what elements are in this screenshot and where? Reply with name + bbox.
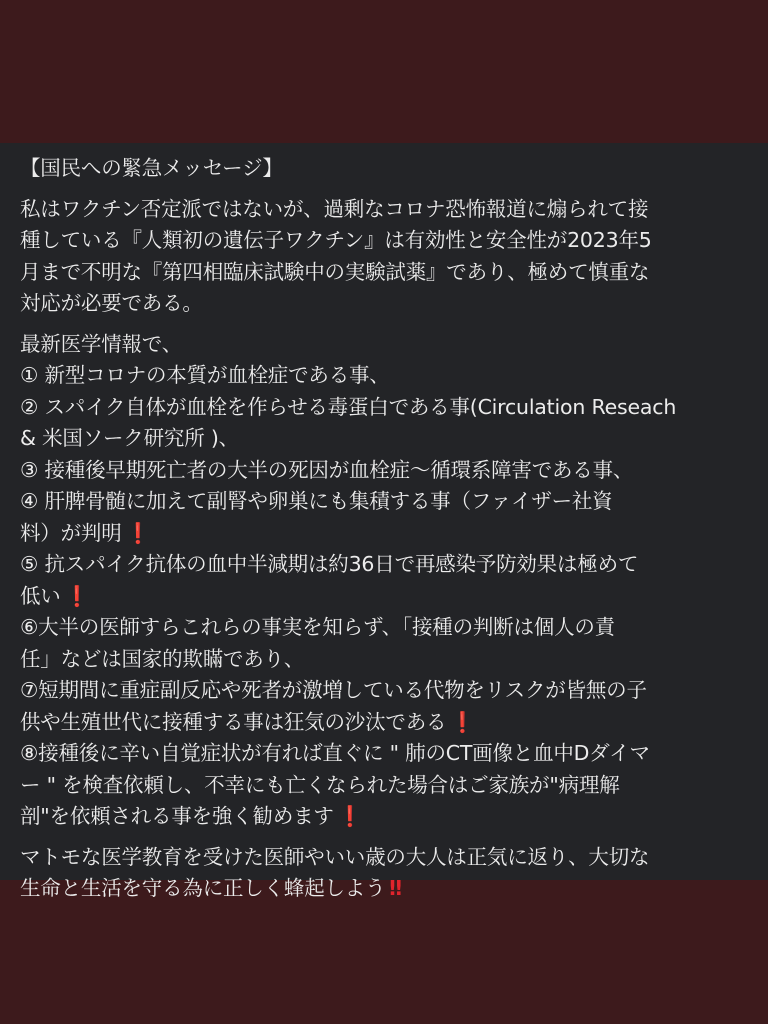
list-item-line-with-mark (20, 707, 754, 739)
closing-paragraph (20, 842, 754, 905)
list-item-line: ⑥大半の医師すらこれらの事実を知らず、「接種の判断は個人の責 (20, 615, 615, 639)
exclamation-icon: ❗ (337, 804, 363, 828)
list-item-text: 低い (20, 583, 61, 608)
list-item-line: ー " を検査依頼し、不幸にも亡くなられた場合はご家族が"病理解 (20, 772, 620, 797)
list-item-text: 剖"を依頼される事を強く勧めます (20, 804, 334, 828)
list-item-line: ④ 肝脾骨髄に加えて副腎や卵巣にも集積する事（ファイザー社資 (20, 489, 613, 513)
list-item-line: & 米国ソーク研究所 )、 (20, 426, 239, 450)
list-item-line: ⑦短期間に重症副反応や死者が激増している代物をリスクが皆無の子 (20, 678, 647, 702)
findings-list (20, 329, 754, 833)
heading-text: 【国民への緊急メッセージ】 (20, 156, 283, 180)
list-item-text: 供や生殖世代に接種する事は狂気の沙汰である (20, 709, 447, 734)
list-item-text: 料）が判明 (20, 520, 122, 545)
message-panel (0, 143, 768, 900)
intro-line: 月まで不明な『第四相臨床試験中の実験試薬』であり、極めて慎重な (20, 259, 650, 284)
double-exclamation-icon: ‼ (389, 876, 400, 900)
list-item-line: ⑤ 抗スパイク抗体の血中半減期は約36日で再感染予防効果は極めて (20, 552, 639, 576)
list-item-line: ③ 接種後早期死亡者の大半の死因が血栓症～循環系障害である事、 (20, 457, 634, 482)
closing-line-with-mark (20, 873, 754, 905)
list-item-line: ① 新型コロナの本質が血栓症である事、 (20, 363, 390, 387)
list-intro: 最新医学情報で、 (20, 331, 182, 356)
exclamation-icon: ❗ (64, 583, 90, 608)
list-item-line-with-mark (20, 518, 754, 550)
exclamation-icon: ❗ (125, 520, 151, 545)
closing-text: 生命と生活を守る為に正しく蜂起しよう (20, 876, 386, 900)
list-item-line: ⑧接種後に辛い自覚症状が有れば直ぐに " 肺のCT画像と血中Dダイマ (20, 741, 650, 765)
intro-line: 私はワクチン否定派ではないが、過剰なコロナ恐怖報道に煽られて接 (20, 196, 649, 221)
exclamation-icon: ❗ (450, 709, 476, 734)
list-item-line: 任」などは国家的欺瞞であり、 (20, 646, 305, 671)
intro-paragraph (20, 194, 754, 320)
list-item-line: ② スパイク自体が血栓を作らせる毒蛋白である事(Circulation Reseach (20, 394, 677, 419)
list-item-line-with-mark (20, 801, 754, 833)
intro-line: 種している『人類初の遺伝子ワクチン』は有効性と安全性が2023年5 (20, 228, 652, 252)
closing-line: マトモな医学教育を受けた医師やいい歳の大人は正気に返り、大切な (20, 844, 650, 869)
intro-line: 対応が必要である。 (20, 291, 203, 315)
list-item-line-with-mark (20, 581, 754, 613)
heading (20, 153, 754, 185)
